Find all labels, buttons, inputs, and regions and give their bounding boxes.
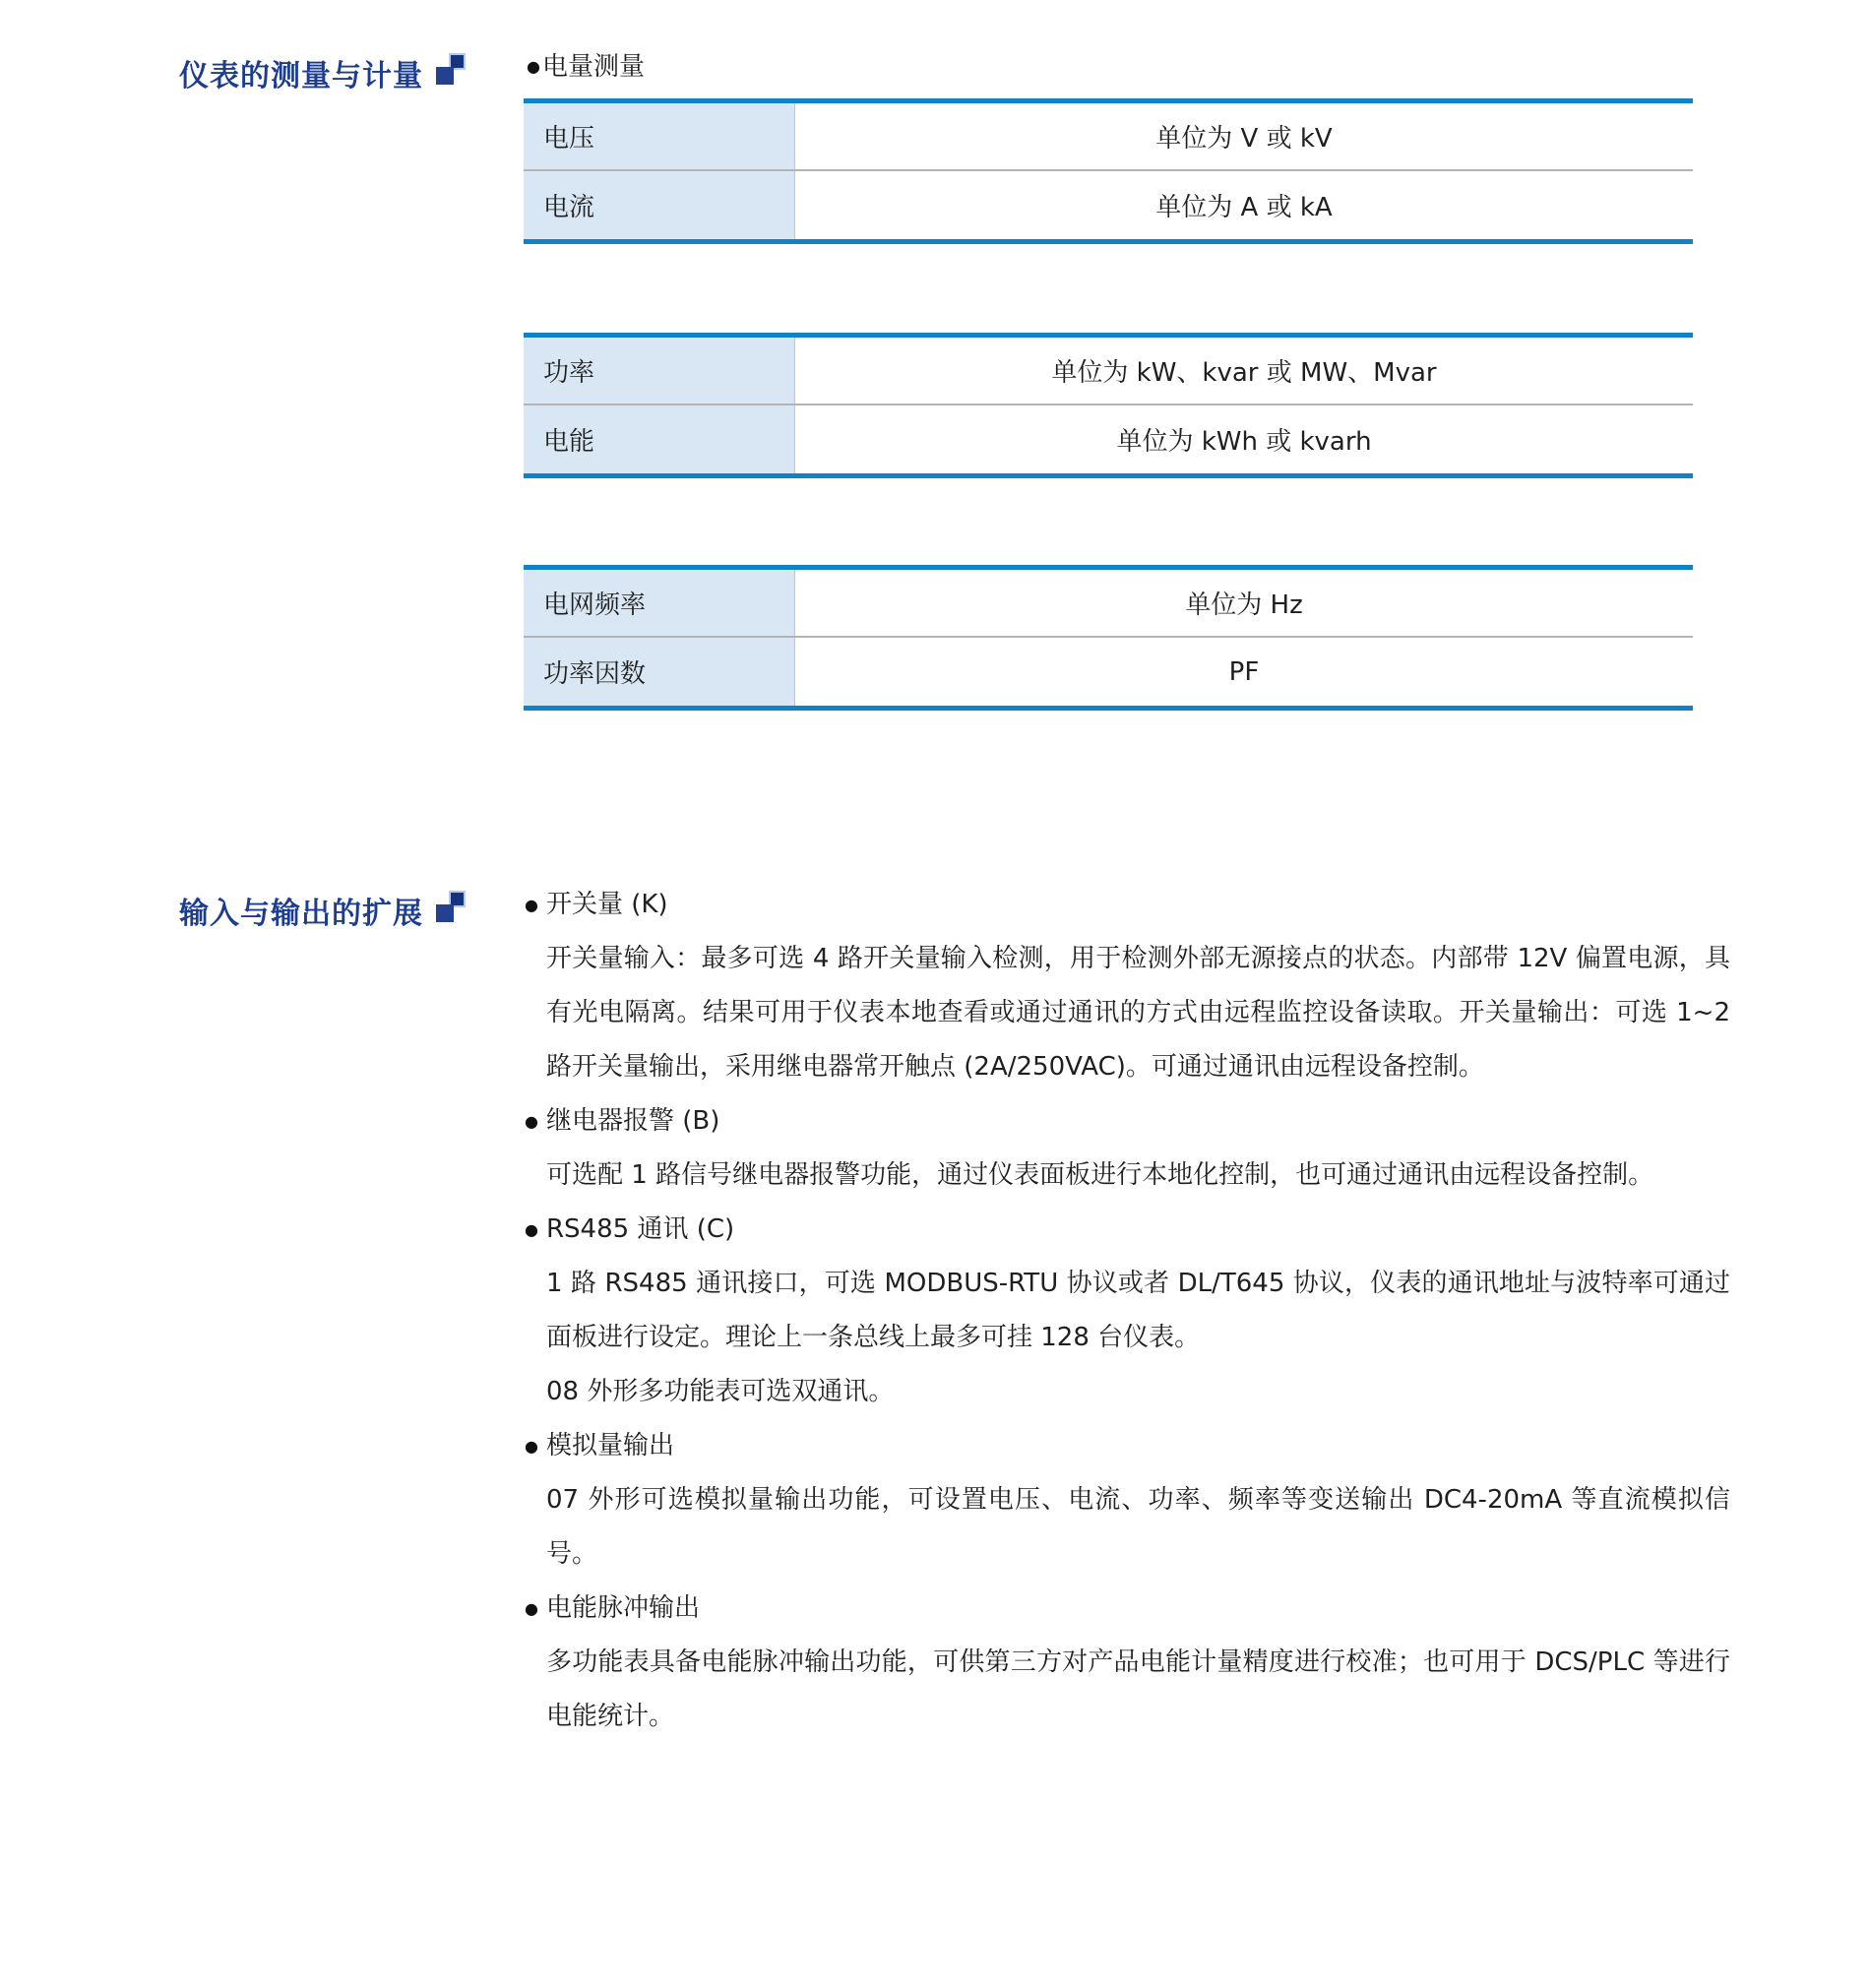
- square-bottom-left: [436, 904, 454, 922]
- table-row: [524, 338, 1693, 405]
- list-item-relay-alarm-label: [525, 1094, 1730, 1149]
- bullet-icon: ●: [525, 1437, 538, 1456]
- bullet-icon: ●: [525, 896, 538, 914]
- row-value: 单位为 A 或 kA: [795, 171, 1693, 239]
- item-label: RS485 通讯 (C): [545, 1214, 735, 1244]
- spec-table-power-energy: [524, 333, 1693, 478]
- table-row: [524, 103, 1693, 171]
- item-paragraph: 1 路 RS485 通讯接口，可选 MODBUS-RTU 协议或者 DL/T645 协议，仪表的通讯地址与波特率可通过面板进行设定。理论上一条总线上最多可挂 128 台仪表。: [546, 1269, 1730, 1352]
- squares-icon: [436, 53, 468, 86]
- row-value: 单位为 kW、kvar 或 MW、Mvar: [795, 338, 1693, 404]
- spec-table-voltage-current: [524, 98, 1693, 244]
- item-paragraph: 08 外形多功能表可选双通讯。: [546, 1377, 895, 1406]
- io-feature-list: [525, 878, 1730, 1744]
- row-label: 电压: [524, 103, 795, 169]
- squares-icon: [436, 891, 468, 923]
- row-label: 电能: [524, 405, 795, 473]
- row-value: 单位为 Hz: [795, 570, 1693, 636]
- bullet-icon: ●: [525, 1112, 538, 1131]
- row-value: 单位为 kWh 或 kvarh: [795, 405, 1693, 473]
- list-item-energy-pulse-label: [525, 1582, 1730, 1636]
- bullet-icon: ●: [525, 1599, 538, 1618]
- table-row: [524, 171, 1693, 239]
- item-label: 电能脉冲输出: [545, 1593, 700, 1623]
- item-label: 模拟量输出: [545, 1431, 674, 1460]
- bullet-icon: ●: [527, 57, 540, 76]
- list-item-switch-label: [525, 878, 1730, 932]
- item-paragraph: 07 外形可选模拟量输出功能，可设置电压、电流、功率、频率等变送输出 DC4-20mA 等直流模拟信号。: [546, 1485, 1730, 1569]
- list-item-rs485-label: [525, 1203, 1730, 1257]
- section-title-io: 输入与输出的扩展: [179, 897, 423, 931]
- item-label: 开关量 (K): [545, 890, 668, 919]
- section-title-measure: 仪表的测量与计量: [179, 59, 423, 93]
- table-row: [524, 405, 1693, 473]
- item-paragraph: 可选配 1 路信号继电器报警功能，通过仪表面板进行本地化控制，也可通过通讯由远程设备控制。: [546, 1160, 1654, 1190]
- item-paragraph: 多功能表具备电能脉冲输出功能，可供第三方对产品电能计量精度进行校准；也可用于 DCS/PLC 等进行电能统计。: [546, 1647, 1730, 1731]
- list-item-analog-output-label: [525, 1419, 1730, 1473]
- table-row: [524, 638, 1693, 706]
- row-label: 功率因数: [524, 638, 795, 706]
- bullet-icon: ●: [525, 1220, 538, 1239]
- row-label: 电流: [524, 171, 795, 239]
- row-label: 电网频率: [524, 570, 795, 636]
- row-value: PF: [795, 638, 1693, 706]
- spec-table-frequency-pf: [524, 565, 1693, 711]
- square-bottom-left: [436, 67, 454, 85]
- row-value: 单位为 V 或 kV: [795, 103, 1693, 169]
- bullet-title-electrical-measure: [527, 52, 645, 82]
- bullet-title-label: 电量测量: [541, 52, 645, 82]
- table-row: [524, 570, 1693, 638]
- item-label: 继电器报警 (B): [545, 1106, 720, 1136]
- item-paragraph: 开关量输入：最多可选 4 路开关量输入检测，用于检测外部无源接点的状态。内部带 12V 偏置电源，具有光电隔离。结果可用于仪表本地查看或通过通讯的方式由远程监控设备读取。开关量输出：可选 1~2 路开关量输出，采用继电器常开触点 (2A/250VAC)。可通过通讯由远程设备控制。: [546, 944, 1730, 1082]
- row-label: 功率: [524, 338, 795, 404]
